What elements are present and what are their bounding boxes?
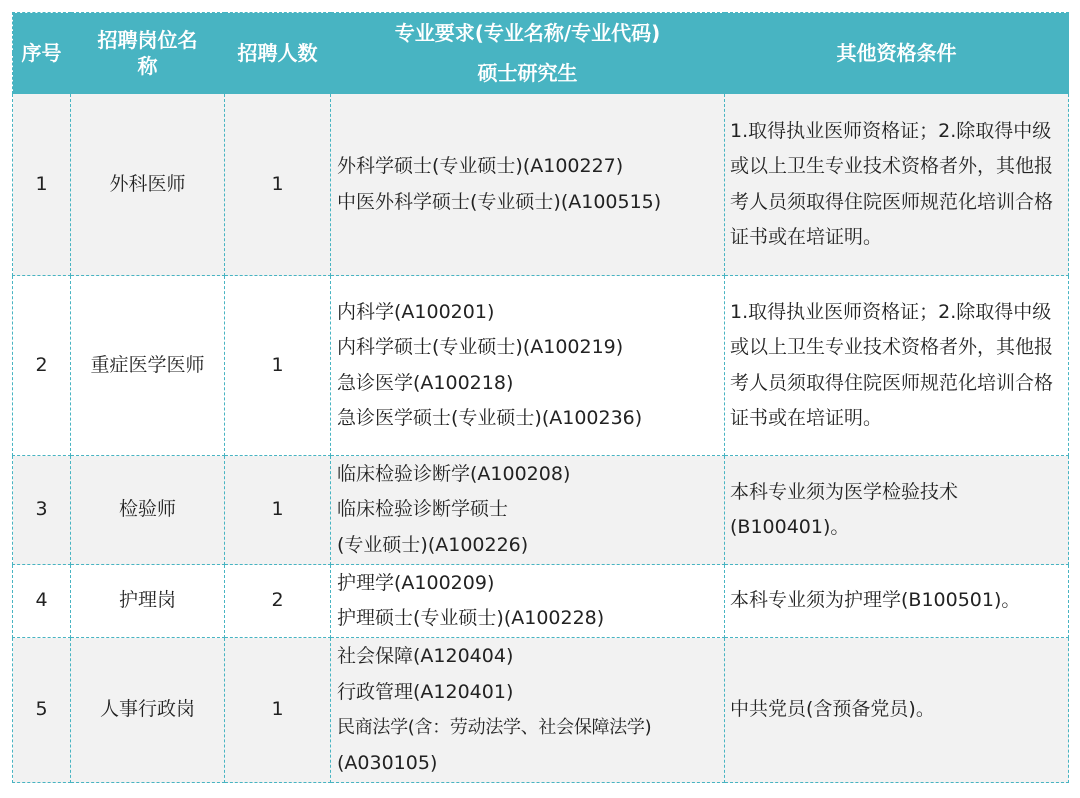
header-major-sub: 硕士研究生 — [331, 53, 725, 94]
cell-majors — [331, 276, 725, 456]
cell-majors — [331, 94, 725, 276]
cell-majors — [331, 456, 725, 565]
header-index: 序号 — [13, 13, 71, 94]
cell-count: 1 — [225, 276, 331, 456]
table-row — [13, 276, 1069, 456]
table-row — [13, 94, 1069, 276]
cell-count: 1 — [225, 94, 331, 276]
cell-position: 重症医学医师 — [71, 276, 225, 456]
cell-count: 1 — [225, 638, 331, 783]
header-row — [13, 13, 1069, 53]
header-position — [71, 13, 225, 94]
header-other: 其他资格条件 — [725, 13, 1069, 94]
major-item: (专业硕士)(A100226) — [337, 533, 529, 556]
cell-position: 人事行政岗 — [71, 638, 225, 783]
cell-other: 本科专业须为护理学(B100501)。 — [725, 565, 1069, 638]
table-row — [13, 456, 1069, 565]
major-item: 民商法学(含：劳动法学、社会保障法学) — [337, 717, 652, 738]
major-item: 临床检验诊断学硕士 — [337, 498, 509, 521]
table-body — [13, 94, 1069, 783]
recruitment-table — [12, 12, 1069, 783]
table-row — [13, 565, 1069, 638]
header-position-label: 招聘岗位名称 — [97, 28, 198, 78]
major-item: 内科学(A100201) — [337, 300, 495, 323]
table-row — [13, 638, 1069, 783]
major-item: 社会保障(A120404) — [337, 645, 514, 667]
cell-index: 2 — [13, 276, 71, 456]
cell-position: 检验师 — [71, 456, 225, 565]
cell-index: 5 — [13, 638, 71, 783]
cell-other: 1.取得执业医师资格证；2.除取得中级或以上卫生专业技术资格者外，其他报考人员须取得住院医师规范化培训合格证书或在培证明。 — [725, 276, 1069, 456]
major-item: 护理硕士(专业硕士)(A100228) — [337, 607, 605, 629]
major-item: 急诊医学硕士(专业硕士)(A100236) — [337, 407, 643, 429]
table-header — [13, 13, 1069, 94]
cell-index: 1 — [13, 94, 71, 276]
major-item: 中医外科学硕士(专业硕士)(A100515) — [337, 190, 662, 213]
cell-other: 中共党员(含预备党员)。 — [725, 638, 1069, 783]
major-item: (A030105) — [337, 751, 438, 774]
major-item: 急诊医学(A100218) — [337, 371, 514, 394]
cell-position: 护理岗 — [71, 565, 225, 638]
major-item: 内科学硕士(专业硕士)(A100219) — [337, 336, 624, 358]
major-item: 行政管理(A120401) — [337, 680, 514, 703]
header-count: 招聘人数 — [225, 13, 331, 94]
major-item: 护理学(A100209) — [337, 571, 495, 594]
cell-other: 本科专业须为医学检验技术(B100401)。 — [725, 456, 1069, 565]
cell-count: 2 — [225, 565, 331, 638]
header-major-group: 专业要求(专业名称/专业代码) — [331, 13, 725, 53]
cell-position: 外科医师 — [71, 94, 225, 276]
cell-other: 1.取得执业医师资格证；2.除取得中级或以上卫生专业技术资格者外，其他报考人员须取得住院医师规范化培训合格证书或在培证明。 — [725, 94, 1069, 276]
major-item: 外科学硕士(专业硕士)(A100227) — [337, 155, 624, 177]
cell-majors — [331, 565, 725, 638]
cell-majors — [331, 638, 725, 783]
cell-index: 4 — [13, 565, 71, 638]
cell-count: 1 — [225, 456, 331, 565]
cell-index: 3 — [13, 456, 71, 565]
recruitment-table-wrapper — [12, 12, 1068, 783]
major-item: 临床检验诊断学(A100208) — [337, 462, 571, 485]
